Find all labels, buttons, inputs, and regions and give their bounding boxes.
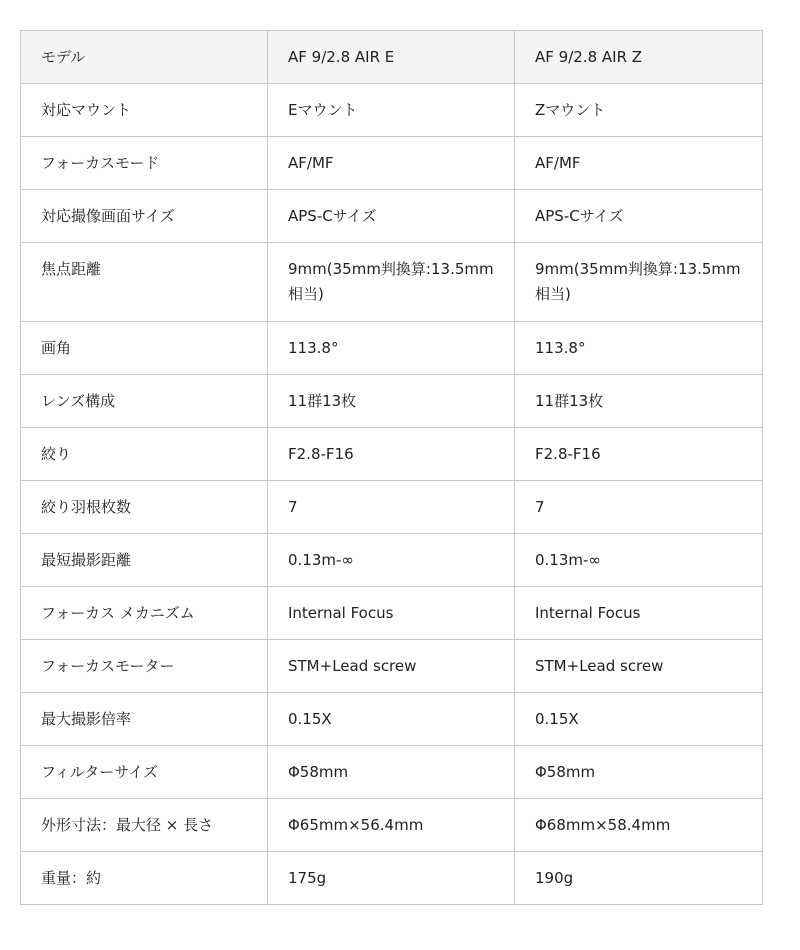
row-value-z: Zマウント [515,84,763,137]
row-value-e: 0.15X [268,693,515,746]
row-label: 絞り [21,428,268,481]
row-value-e: APS-Cサイズ [268,190,515,243]
row-label: 対応撮像画面サイズ [21,190,268,243]
row-value-z: Φ68mm×58.4mm [515,799,763,852]
row-value-e: Eマウント [268,84,515,137]
table-row [21,375,763,428]
row-value-z: F2.8-F16 [515,428,763,481]
row-value-z: STM+Lead screw [515,640,763,693]
row-label: フォーカス メカニズム [21,587,268,640]
row-value-e: STM+Lead screw [268,640,515,693]
row-value-e: 9mm(35mm判換算:13.5mm相当) [268,243,515,322]
row-label: 重量：約 [21,852,268,905]
row-value-z: 0.13m-∞ [515,534,763,587]
table-row [21,137,763,190]
row-value-z: Φ58mm [515,746,763,799]
row-value-e: Φ58mm [268,746,515,799]
row-value-z: Internal Focus [515,587,763,640]
row-value-e: AF/MF [268,137,515,190]
row-value-z: 9mm(35mm判換算:13.5mm相当) [515,243,763,322]
header-model-e-cell: AF 9/2.8 AIR E [268,31,515,84]
row-value-e: Internal Focus [268,587,515,640]
table-row [21,693,763,746]
row-value-z: 7 [515,481,763,534]
row-label: 最大撮影倍率 [21,693,268,746]
header-model-z-cell: AF 9/2.8 AIR Z [515,31,763,84]
row-value-z: 0.15X [515,693,763,746]
header-label-cell: モデル [21,31,268,84]
table-row [21,746,763,799]
row-value-z: APS-Cサイズ [515,190,763,243]
row-label: 画角 [21,322,268,375]
row-label: フォーカスモード [21,137,268,190]
row-value-e: 175g [268,852,515,905]
row-label: フィルターサイズ [21,746,268,799]
table-header-row [21,31,763,84]
table-row [21,799,763,852]
row-value-z: 190g [515,852,763,905]
table-row [21,587,763,640]
table-row [21,640,763,693]
row-label: 対応マウント [21,84,268,137]
row-label: 焦点距離 [21,243,268,322]
row-value-e: Φ65mm×56.4mm [268,799,515,852]
table-row [21,322,763,375]
row-label: フォーカスモーター [21,640,268,693]
row-label: 絞り羽根枚数 [21,481,268,534]
row-label: レンズ構成 [21,375,268,428]
table-row [21,428,763,481]
row-value-e: 11群13枚 [268,375,515,428]
row-label: 最短撮影距離 [21,534,268,587]
row-value-z: 11群13枚 [515,375,763,428]
row-value-e: 0.13m-∞ [268,534,515,587]
row-value-e: 7 [268,481,515,534]
row-value-e: 113.8° [268,322,515,375]
table-row [21,190,763,243]
table-row [21,534,763,587]
row-value-e: F2.8-F16 [268,428,515,481]
table-row [21,84,763,137]
row-value-z: 113.8° [515,322,763,375]
row-value-z: AF/MF [515,137,763,190]
table-row [21,481,763,534]
table-row [21,243,763,322]
row-label: 外形寸法：最大径 × 長さ [21,799,268,852]
table-row [21,852,763,905]
spec-table [20,30,763,905]
